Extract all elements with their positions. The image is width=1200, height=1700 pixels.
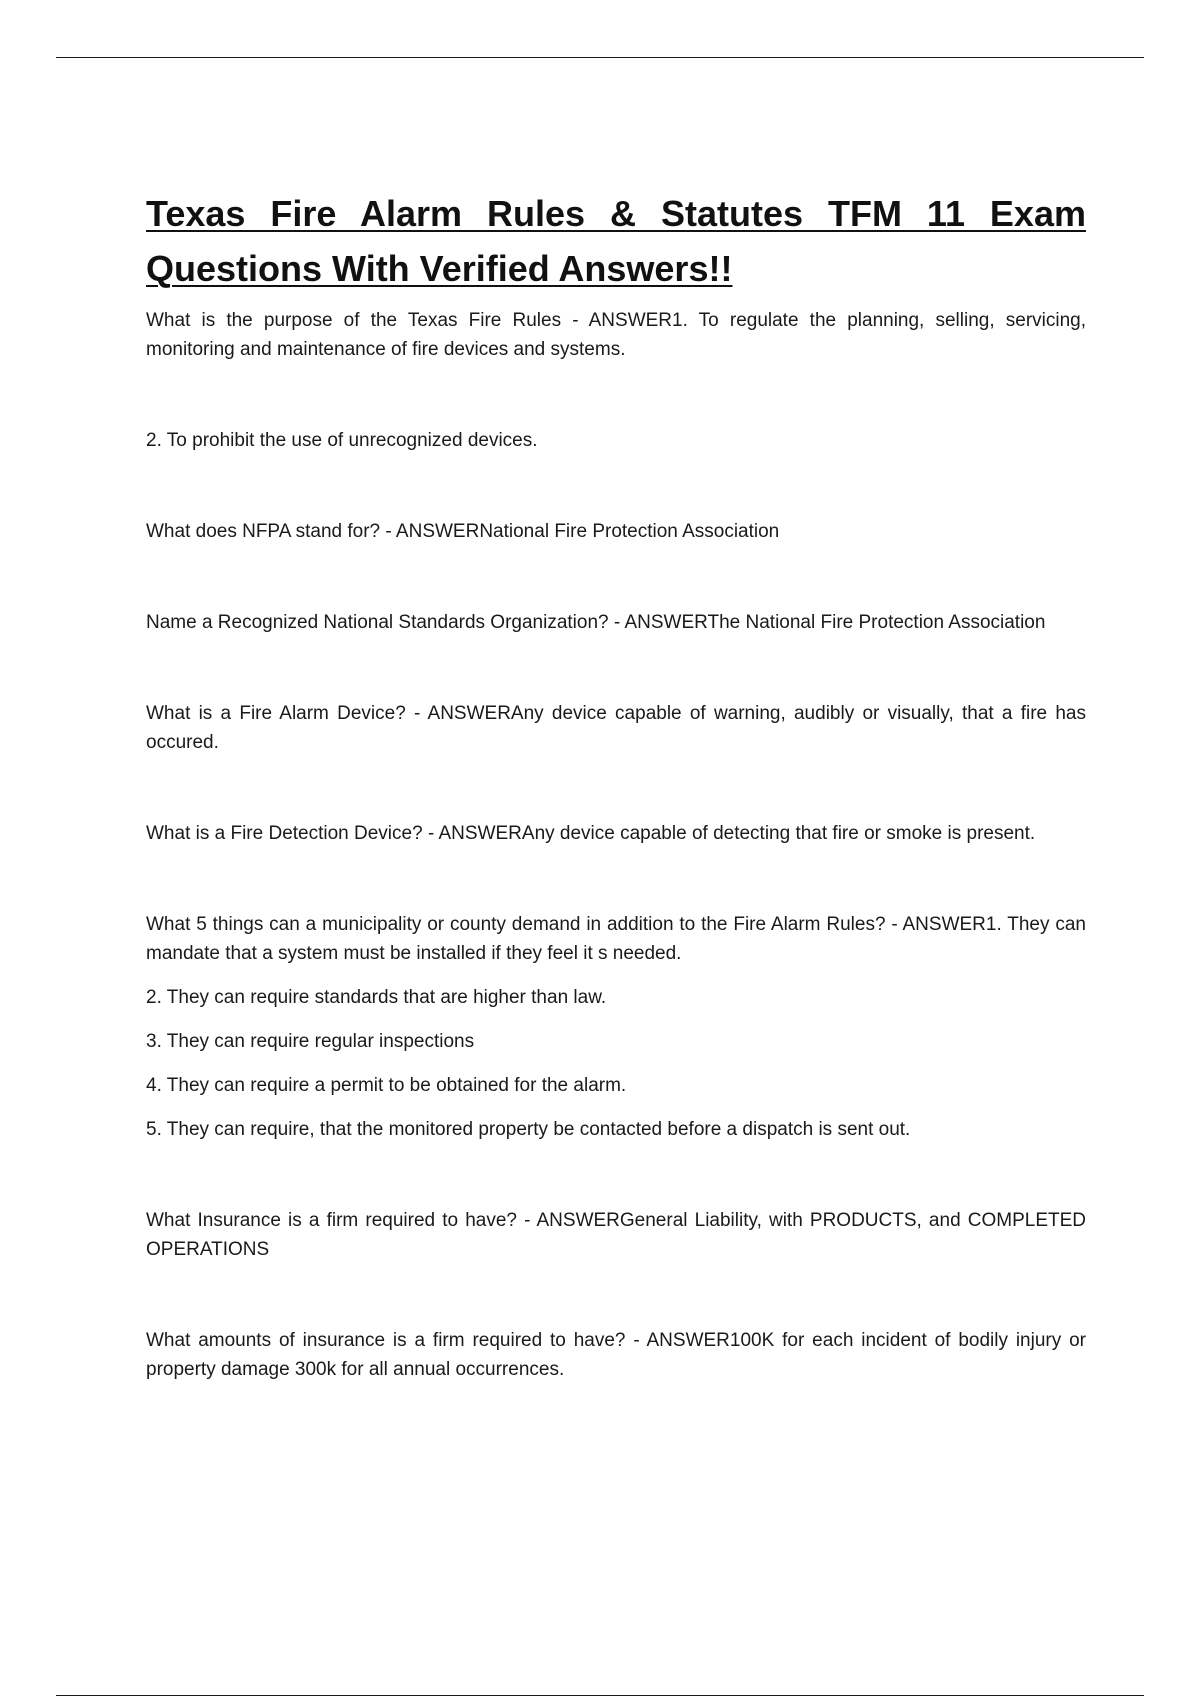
question-paragraph: What is a Fire Alarm Device? - ANSWERAny device capable of warning, audibly or visually, that a fire has occured. bbox=[146, 703, 1086, 753]
footer-rule bbox=[56, 1695, 1144, 1696]
answer-continuation: 2. To prohibit the use of unrecognized devices. bbox=[146, 430, 538, 451]
question-paragraph: Name a Recognized National Standards Organization? - ANSWERThe National Fire Protection Association bbox=[146, 612, 1046, 633]
answer-list-item: 4. They can require a permit to be obtained for the alarm. bbox=[146, 1075, 627, 1096]
question-paragraph: What Insurance is a firm required to have? - ANSWERGeneral Liability, with PRODUCTS, and COMPLETED OPERATIONS bbox=[146, 1210, 1086, 1260]
question-paragraph: What does NFPA stand for? - ANSWERNational Fire Protection Association bbox=[146, 521, 780, 542]
answer-list-item: 5. They can require, that the monitored property be contacted before a dispatch is sent out. bbox=[146, 1119, 911, 1140]
document-title: Texas Fire Alarm Rules & Statutes TFM 11 Exam Questions With Verified Answers!! bbox=[146, 193, 1086, 289]
question-paragraph: What is a Fire Detection Device? - ANSWERAny device capable of detecting that fire or smoke is present. bbox=[146, 823, 1036, 844]
question-paragraph: What is the purpose of the Texas Fire Rules - ANSWER1. To regulate the planning, selling, servicing, monitoring and maintenance of fire devices and systems. bbox=[146, 310, 1086, 360]
header-rule bbox=[56, 57, 1144, 58]
question-paragraph: What amounts of insurance is a firm required to have? - ANSWER100K for each incident of bodily injury or property damage 300k for all annual occurrences. bbox=[146, 1330, 1086, 1380]
document-body bbox=[146, 186, 1086, 1384]
answer-list-item: 3. They can require regular inspections bbox=[146, 1031, 475, 1052]
answer-list-item: 2. They can require standards that are higher than law. bbox=[146, 987, 607, 1008]
question-paragraph: What 5 things can a municipality or county demand in addition to the Fire Alarm Rules? - ANSWER1. They can mandate that a system must be installed if they feel it s needed. bbox=[146, 914, 1086, 964]
